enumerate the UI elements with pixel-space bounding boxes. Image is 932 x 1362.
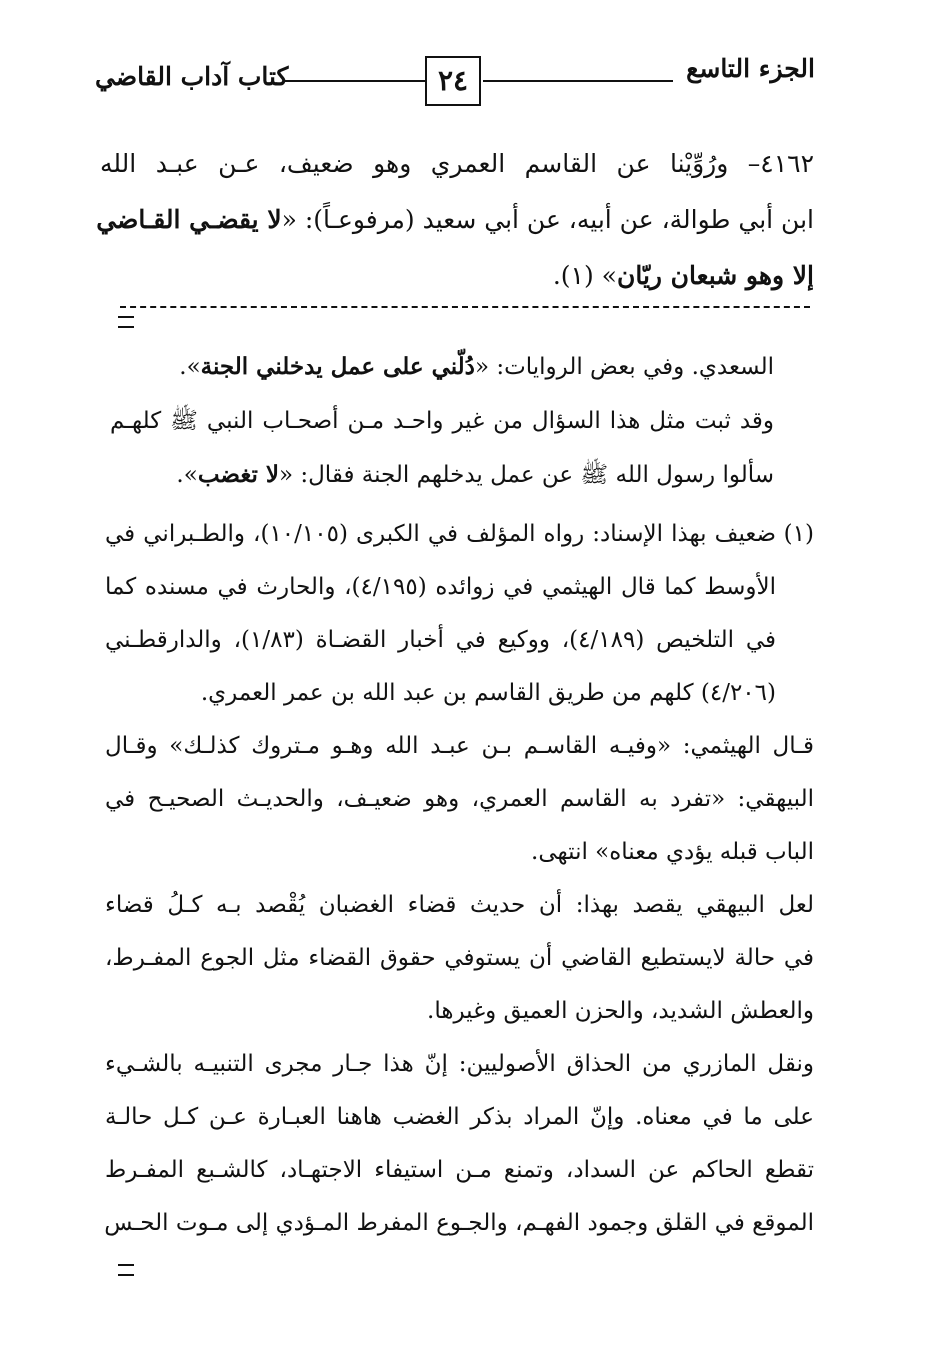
page-number: ٢٤ [425,56,481,106]
footnote-line: لعل البيهقي يقصد بهذا: أن حديث قضاء الغضبان يُقْصد بـه كـلُ قضاء [105,892,814,918]
footnote-line: على ما في معناه. وإنّ المراد بذكر الغضب هاهنا العبـارة عـن كـل حالـة [105,1104,814,1130]
note-line-text: وقد ثبت مثل هذا السؤال من غير واحـد مـن أصحـاب النبي ﷺ كلهـم [110,408,774,434]
note-line [110,340,774,394]
header-rule-left [285,80,425,82]
note-line-end: ». [176,462,198,488]
continued-note [110,340,774,502]
footnote-marker: (١) [783,521,814,547]
continuation-mark-top [118,316,134,328]
footnote-line: تقطع الحاكم عن السداد، وتمنع مـن استيفاء الاجتهـاد، كالشـبع المفـرط [105,1157,814,1183]
footnote-paragraph [105,508,814,720]
hadith-quote-bold: لا يقضـي القـاضي [96,205,282,234]
continuation-mark-bottom [118,1264,134,1276]
footnote-line: ونقل المازري من الحذاق الأصوليين: إنّ هذا جـار مجرى التنبيـه بالشـيء [105,1051,814,1077]
hadith-text [96,136,814,304]
footnote-line: والعطش الشديد، والحزن العميق وغيرها. [427,998,814,1024]
footnote-paragraph [105,879,814,1038]
footnote-line: الباب قبله يؤدي معناه» انتهى. [531,839,814,865]
part-label: الجزء التاسع [686,54,815,83]
note-line [110,448,774,502]
footnote [105,508,814,1250]
note-line [110,394,774,448]
book-title: كتاب آداب القاضي [95,62,289,91]
hadith-line-text: ٤١٦٢– ورُوِّيْنا عن القاسم العمري وهو ضعيف، عـن عبـد الله [100,149,814,178]
note-line-text: سألوا رسول الله ﷺ عن عمل يدخلهم الجنة فقال: « [278,462,774,488]
footnote-line: الموقع في القلق وجمود الفهـم، والجـوع المفرط المـؤدي إلى مـوت الحـس [104,1210,814,1236]
note-quote-bold: لا تغضب [197,461,279,488]
footnote-paragraph [105,1038,814,1250]
hadith-line-text: » (١). [552,261,617,290]
footnote-line: في حالة لايستطيع القاضي أن يستوفي حقوق القضاء مثل الجوع المفـرط، [105,945,814,971]
hadith-line-text: ابن أبي طوالة، عن أبيه، عن أبي سعيد (مرفوعـاً): « [281,205,814,234]
note-quote-bold: دُلّني على عمل يدخلني الجنة [200,353,475,380]
hadith-line [100,136,814,192]
header-rule-right [483,80,673,82]
note-line-text: السعدي. وفي بعض الروايات: « [474,354,774,380]
footnote-line: في التلخيص (٤/١٨٩)، ووكيع في أخبار القضـاة (١/٨٣)، والدارقطـني [105,627,776,653]
footnote-paragraph [105,720,814,879]
hadith-line [100,248,814,304]
footnote-line: قـال الهيثمي: «وفيـه القاسـم بـن عبـد الله وهـو مـتروك كذلـك» وقـال [105,733,814,759]
footnote-separator [120,306,810,308]
note-line-end: ». [179,354,201,380]
footnote-line: ضعيف بهذا الإسناد: رواه المؤلف في الكبرى (١٠/١٠٥)، والطـبراني في [105,521,777,547]
footnote-line: (٤/٢٠٦) كلهم من طريق القاسم بن عبد الله بن عمر العمري. [200,680,776,706]
hadith-quote-bold: إلا وهو شبعان ريّان [616,261,814,290]
hadith-line [96,192,814,248]
page-header [95,48,815,112]
footnote-line: البيهقي: «تفرد به القاسم العمري، وهو ضعيـف، والحديـث الصحيـح في [105,786,814,812]
footnote-line: الأوسط كما قال الهيثمي في زوائده (٤/١٩٥)، والحارث في مسنده كما [105,574,776,600]
